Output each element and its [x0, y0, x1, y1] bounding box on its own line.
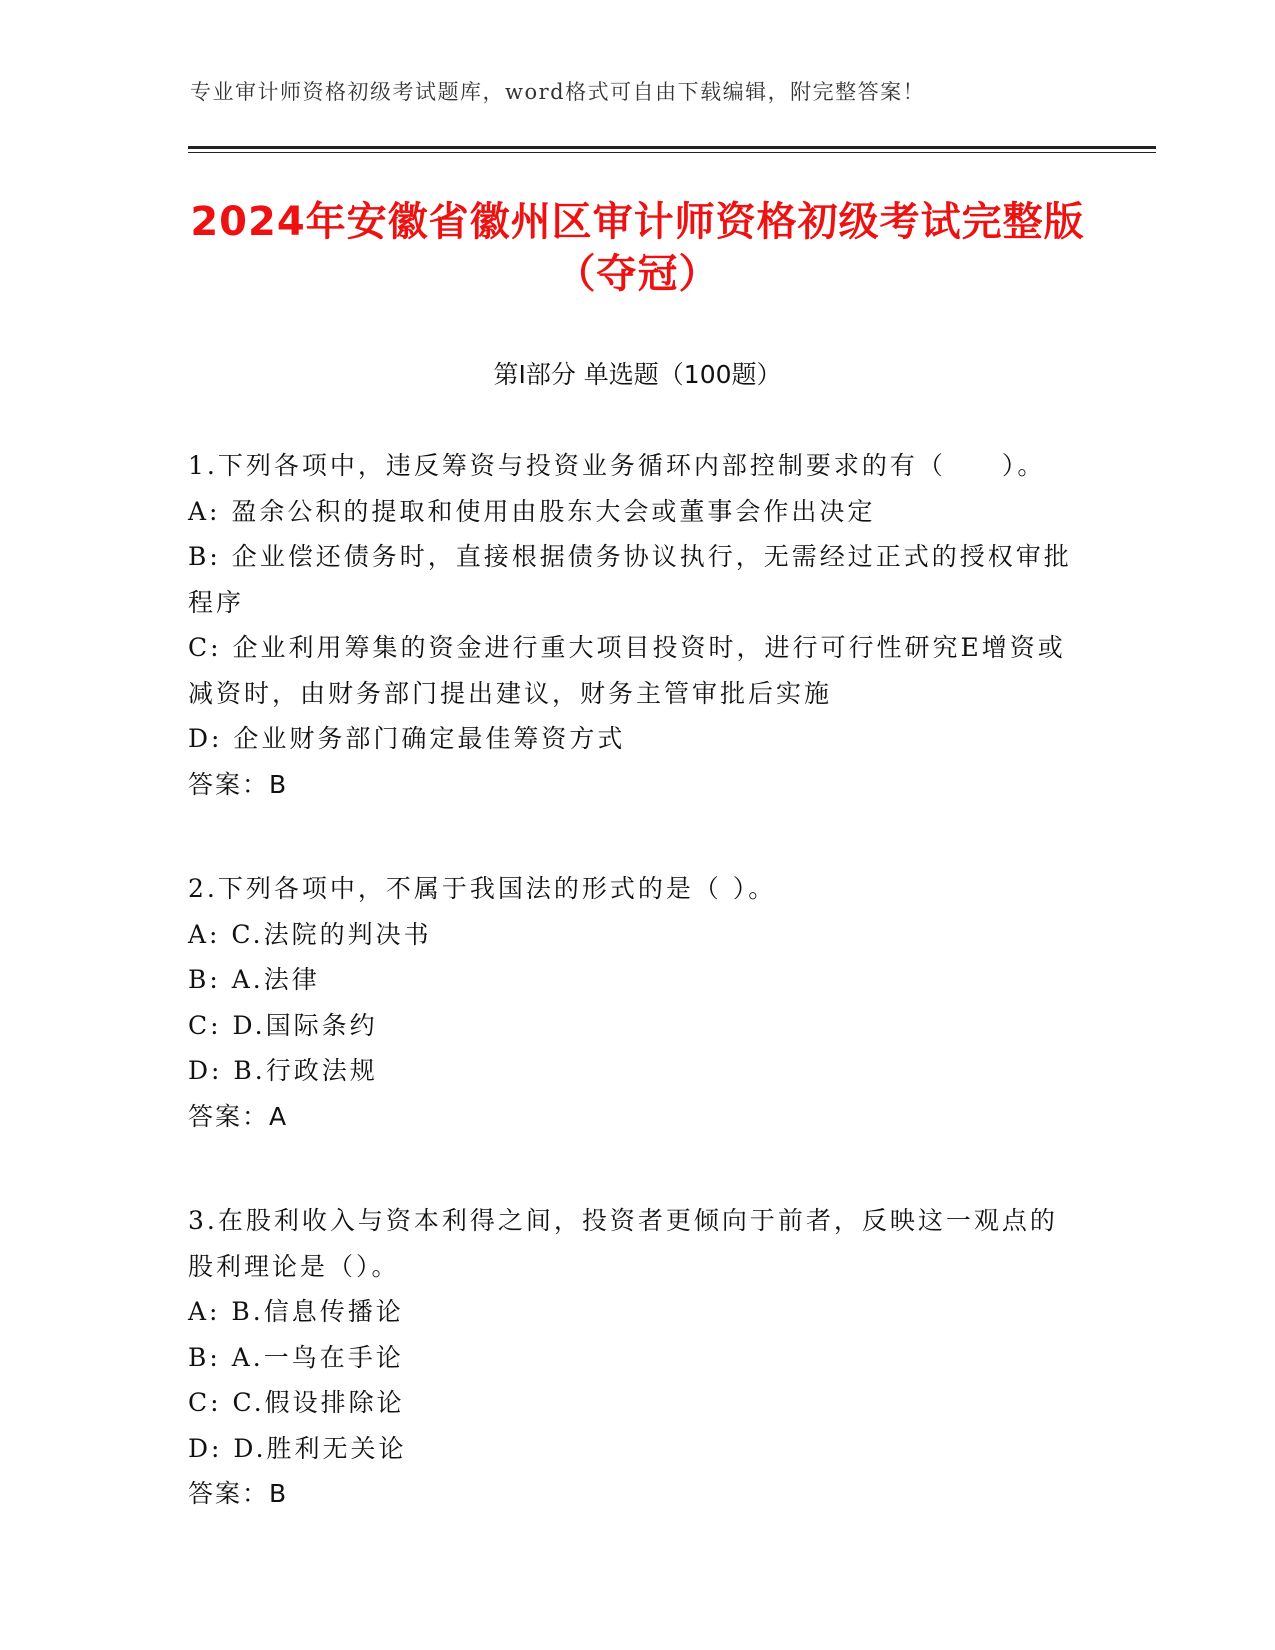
option-b: B: A.一鸟在手论	[188, 1342, 404, 1372]
question-list	[188, 443, 1078, 1576]
option-d: D: 企业财务部门确定最佳筹资方式	[188, 724, 626, 753]
answer-line: 答案：B	[188, 1479, 289, 1508]
option-d: D: B.行政法规	[188, 1056, 378, 1085]
option-c: C: C.假设排除论	[188, 1388, 405, 1417]
question-item	[188, 1198, 1078, 1517]
question-item	[188, 443, 1078, 807]
option-d: D: D.胜利无关论	[188, 1433, 407, 1463]
answer-line: 答案：B	[188, 769, 289, 799]
option-a: A: C.法院的判决书	[188, 919, 432, 949]
option-a: A: 盈余公积的提取和使用由股东大会或董事会作出决定	[188, 496, 876, 526]
question-item	[188, 866, 1078, 1139]
header-rule-thin	[188, 152, 1156, 153]
header-rule-thick	[188, 146, 1156, 149]
question-stem: 3.在股利收入与资本利得之间，投资者更倾向于前者，反映这一观点的股利理论是（）。	[188, 1206, 1058, 1281]
option-c: C: 企业利用筹集的资金进行重大项目投资时，进行可行性研究E增资或减资时，由财务部门提出建议，财务主管审批后实施	[188, 633, 1066, 708]
question-stem: 1.下列各项中，违反筹资与投资业务循环内部控制要求的有（ ）。	[188, 451, 1046, 480]
section-title: 第Ⅰ部分 单选题（100题）	[493, 360, 782, 389]
option-a: A: B.信息传播论	[188, 1297, 404, 1326]
document-title: 2024年安徽省徽州区审计师资格初级考试完整版（夺冠）	[190, 199, 1085, 297]
answer-line: 答案：A	[188, 1101, 289, 1131]
header-note: 专业审计师资格初级考试题库，word格式可自由下载编辑，附完整答案！	[190, 80, 926, 104]
option-c: C: D.国际条约	[188, 1010, 378, 1040]
option-b: B: 企业偿还债务时，直接根据债务协议执行，无需经过正式的授权审批程序	[188, 542, 1072, 617]
option-b: B: A.法律	[188, 965, 320, 994]
question-stem: 2.下列各项中，不属于我国法的形式的是（ ）。	[188, 874, 777, 903]
